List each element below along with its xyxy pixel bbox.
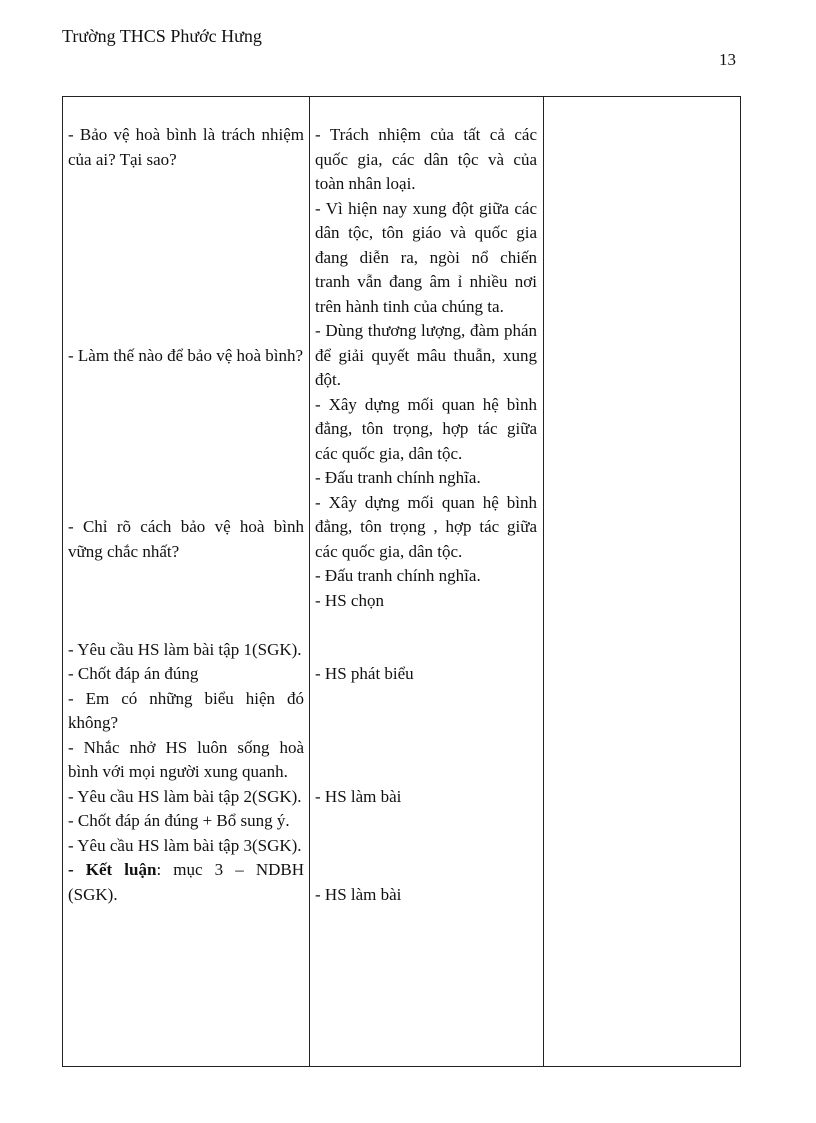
student-answer: - Đấu tranh chính nghĩa. <box>315 468 481 487</box>
column-divider <box>543 97 544 1066</box>
teacher-instruction: - Yêu cầu HS làm bài tập 2(SGK). <box>68 786 302 806</box>
teacher-question: - Bảo vệ hoà bình là trách nhiệm của ai? Tại sao? <box>68 125 304 169</box>
student-answer: - Đấu tranh chính nghĩa. <box>315 566 481 585</box>
student-answer: - HS phát biểu <box>315 664 414 683</box>
teacher-conclusion: - Kết luận: mục 3 – NDBH (SGK). <box>68 860 304 904</box>
teacher-question: - Chỉ rõ cách bảo vệ hoà bình vững chắc nhất? <box>68 517 304 561</box>
teacher-instruction: - Chốt đáp án đúng <box>68 664 199 683</box>
lesson-table <box>62 96 741 1067</box>
student-answer: - Vì hiện nay xung đột giữa các dân tộc, tôn giáo và quốc gia đang diễn ra, ngòi nổ chiến tranh vẫn đang âm ỉ nhiều nơi trên hành tinh của chúng ta. <box>315 198 537 316</box>
student-answer: - HS làm bài <box>315 786 402 806</box>
teacher-instruction: - Yêu cầu HS làm bài tập 3(SGK). <box>68 835 302 855</box>
conclusion-text: : mục 3 – NDBH (SGK). <box>68 860 304 904</box>
page-number: 13 <box>719 50 736 69</box>
student-answer: - HS chọn <box>315 590 384 610</box>
teacher-instruction: - Nhắc nhở HS luôn sống hoà bình với mọi người xung quanh. <box>68 737 304 781</box>
conclusion-label: Kết luận <box>85 860 157 879</box>
teacher-instruction: - Yêu cầu HS làm bài tập 1(SGK). <box>68 639 302 659</box>
student-answer: - Dùng thương lượng, đàm phán để giải quyết mâu thuẫn, xung đột. <box>315 321 537 389</box>
student-answer: - HS làm bài <box>315 884 402 904</box>
student-answer: - Trách nhiệm của tất cả các quốc gia, các dân tộc và của toàn nhân loại. <box>315 125 537 193</box>
teacher-activity-column <box>68 123 304 907</box>
student-activity-column <box>315 123 537 907</box>
school-name: Trường THCS Phước Hưng <box>62 26 262 46</box>
teacher-instruction: - Chốt đáp án đúng + Bổ sung ý. <box>68 811 290 830</box>
column-divider <box>309 97 310 1066</box>
teacher-question: - Em có những biểu hiện đó không? <box>68 688 304 732</box>
student-answer: - Xây dựng mối quan hệ bình đẳng, tôn trọng , hợp tác giữa các quốc gia, dân tộc. <box>315 492 537 561</box>
student-answer: - Xây dựng mối quan hệ bình đẳng, tôn trọng, hợp tác giữa các quốc gia, dân tộc. <box>315 394 537 463</box>
teacher-question: - Làm thế nào để bảo vệ hoà bình? <box>68 345 304 365</box>
